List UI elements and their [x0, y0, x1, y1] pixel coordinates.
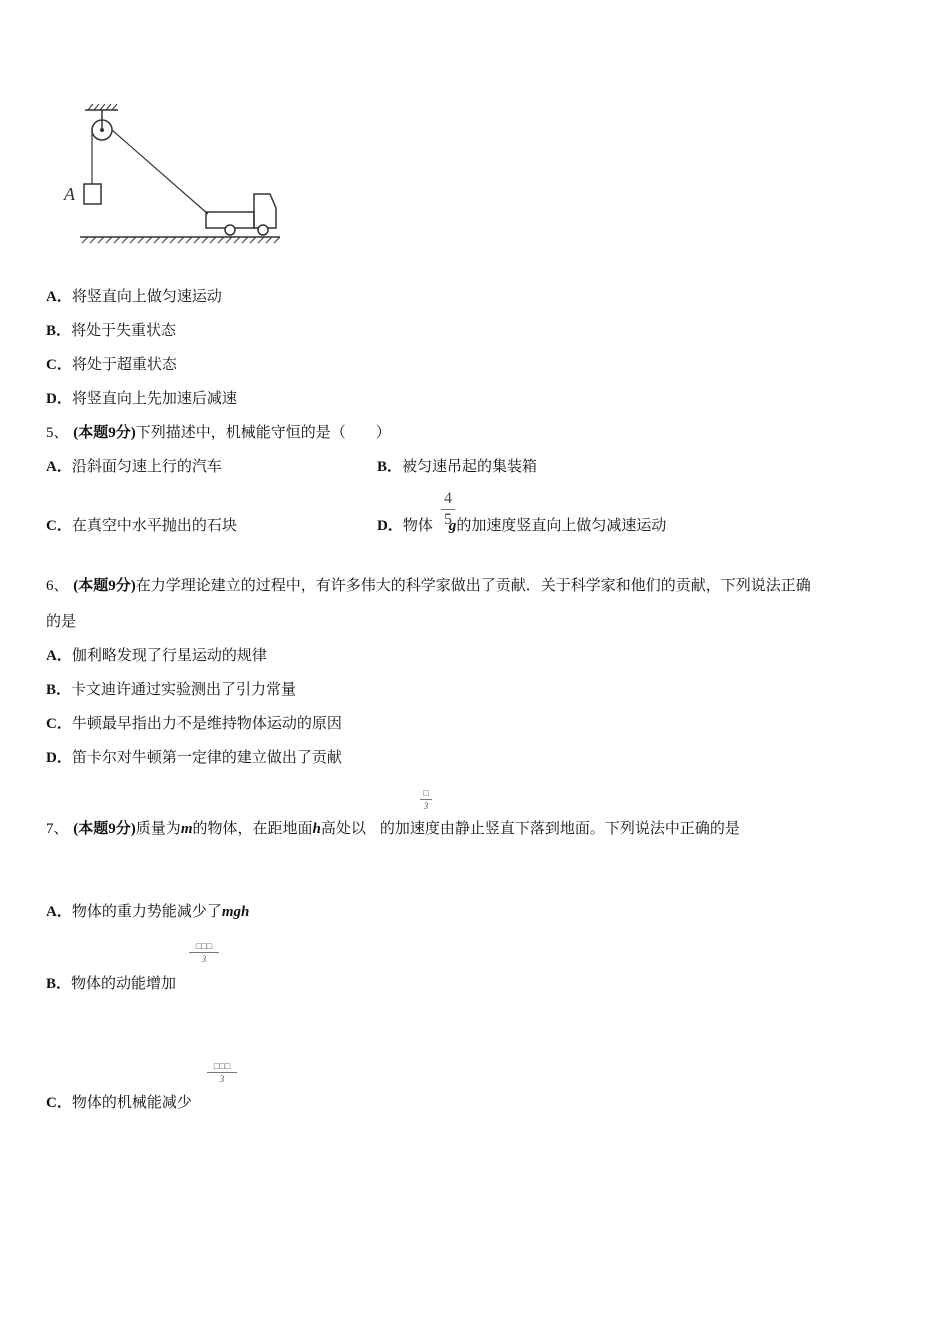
q6-stem-line2: 的是	[46, 612, 77, 630]
q7-option-a: A．物体的重力势能减少了mgh	[46, 902, 250, 920]
q6-stem-line1: 6、 (本题9分)在力学理论建立的过程中，有许多伟大的科学家做出了贡献．关于科学家和他们的贡献，下列说法正确	[46, 576, 811, 594]
q5-d-fraction: 4 5	[441, 490, 455, 529]
block-a	[84, 184, 101, 204]
q7-stem-fraction: □ 3	[420, 788, 432, 811]
q6-option-c: C．牛顿最早指出力不是维持物体运动的原因	[46, 714, 342, 732]
truck	[206, 194, 276, 235]
q7-b-fraction: □□□ 3	[189, 941, 219, 964]
q4-option-a: A．将竖直向上做匀速运动	[46, 287, 222, 305]
q7-c-fraction: □□□ 3	[207, 1061, 237, 1084]
q4-option-b: B．将处于失重状态	[46, 321, 177, 339]
q5-stem: 5、 (本题9分)下列描述中，机械能守恒的是（ ）	[46, 423, 391, 441]
q7-stem: 7、 (本题9分)质量为m的物体，在距地面h高处以 的加速度由静止竖直下落到地面。下列说法中正确的是	[46, 819, 740, 837]
q7-option-c: C．物体的机械能减少	[46, 1093, 192, 1111]
q5-option-a: A．沿斜面匀速上行的汽车	[46, 457, 222, 475]
q4-option-c: C．将处于超重状态	[46, 355, 177, 373]
q7-option-b: B．物体的动能增加	[46, 974, 177, 992]
q6-option-d: D．笛卡尔对牛顿第一定律的建立做出了贡献	[46, 748, 342, 766]
q6-option-b: B．卡文迪许通过实验测出了引力常量	[46, 680, 297, 698]
q5-option-c: C．在真空中水平抛出的石块	[46, 516, 237, 534]
pulley-truck-diagram	[58, 100, 288, 250]
q6-option-a: A．伽利略发现了行星运动的规律	[46, 646, 267, 664]
block-a-label: A	[64, 184, 75, 204]
q5-option-d: D．物体 g的加速度竖直向上做匀减速运动	[377, 516, 667, 534]
q5-option-b: B．被匀速吊起的集装箱	[377, 457, 538, 475]
q4-option-d: D．将竖直向上先加速后减速	[46, 389, 237, 407]
